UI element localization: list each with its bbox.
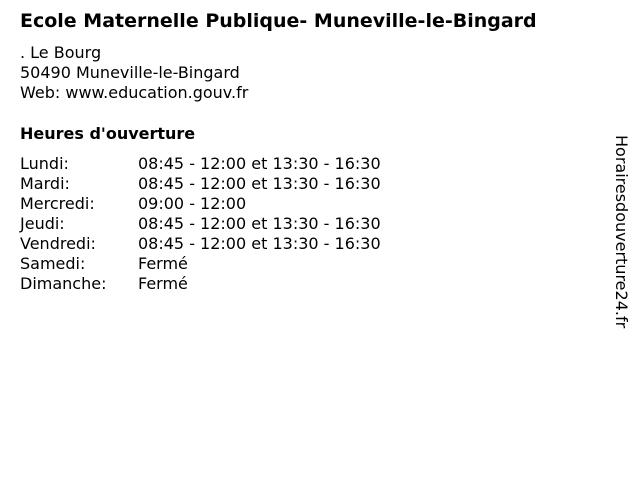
day-label: Jeudi:	[20, 214, 65, 233]
day-label: Mercredi:	[20, 194, 95, 213]
page-title: Ecole Maternelle Publique- Muneville-le-Bingard	[20, 10, 537, 32]
address-city: 50490 Muneville-le-Bingard	[20, 63, 240, 82]
address-street: . Le Bourg	[20, 43, 102, 62]
day-hours: 08:45 - 12:00 et 13:30 - 16:30	[138, 214, 381, 233]
day-label: Dimanche:	[20, 274, 107, 293]
day-label: Mardi:	[20, 174, 70, 193]
day-label: Lundi:	[20, 154, 69, 173]
side-brand-text: Horairesdouverture24.fr	[612, 135, 631, 329]
day-hours: 08:45 - 12:00 et 13:30 - 16:30	[138, 234, 381, 253]
address-web: Web: www.education.gouv.fr	[20, 83, 249, 102]
day-hours: Fermé	[138, 254, 188, 273]
day-label: Vendredi:	[20, 234, 96, 253]
day-hours: 09:00 - 12:00	[138, 194, 247, 213]
day-label: Samedi:	[20, 254, 86, 273]
hours-heading: Heures d'ouverture	[20, 124, 196, 143]
day-hours: 08:45 - 12:00 et 13:30 - 16:30	[138, 174, 381, 193]
day-hours: Fermé	[138, 274, 188, 293]
day-hours: 08:45 - 12:00 et 13:30 - 16:30	[138, 154, 381, 173]
address-block	[20, 43, 248, 103]
